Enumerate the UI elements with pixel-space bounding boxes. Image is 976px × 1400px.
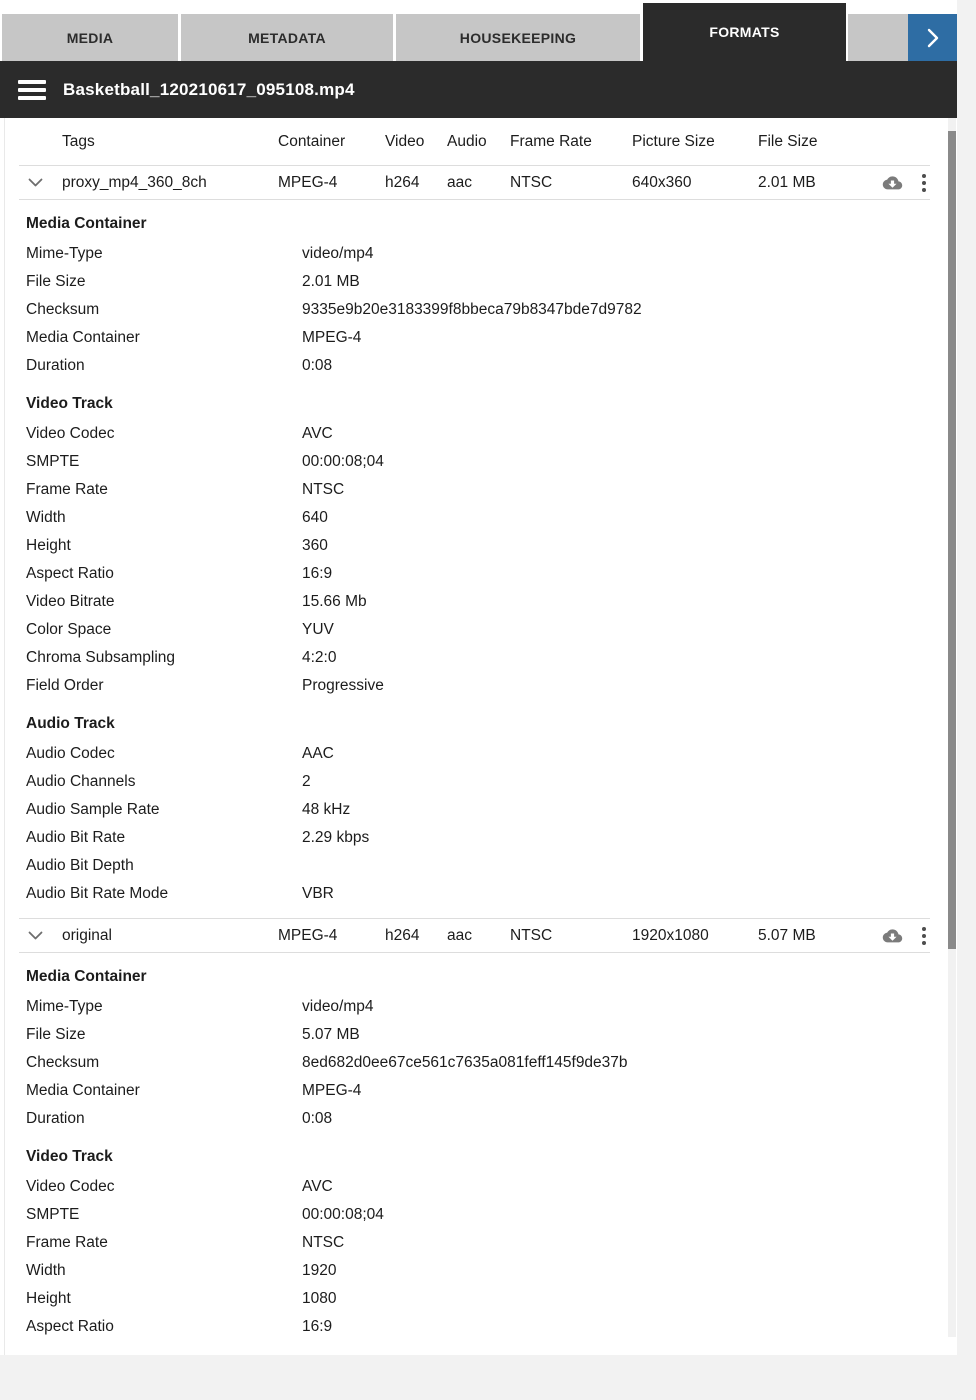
- detail-section: [26, 713, 957, 908]
- detail-section: [26, 213, 957, 380]
- format-tag: proxy_mp4_360_8ch: [62, 173, 207, 191]
- detail-field-label: Audio Bit Rate: [26, 829, 126, 846]
- detail-field-label: Audio Sample Rate: [26, 801, 160, 818]
- detail-field-row: [26, 796, 957, 824]
- detail-field-label: Width: [26, 1262, 66, 1279]
- detail-field-list: [26, 1173, 957, 1341]
- detail-field-row: [26, 1201, 957, 1229]
- chevron-down-icon[interactable]: [28, 178, 43, 187]
- detail-field-label: File Size: [26, 273, 86, 290]
- detail-field-label: Height: [26, 537, 71, 554]
- detail-field-row: [26, 740, 957, 768]
- kebab-menu-icon[interactable]: [920, 173, 928, 193]
- chevron-right-icon: [927, 28, 939, 48]
- detail-field-list: [26, 740, 957, 908]
- detail-field-label: Mime-Type: [26, 245, 103, 262]
- detail-field-row: [26, 616, 957, 644]
- detail-field-value: 00:00:08;04: [302, 453, 384, 470]
- detail-field-value: VBR: [302, 885, 334, 902]
- detail-field-label: Aspect Ratio: [26, 565, 114, 582]
- column-header-file-size: File Size: [758, 132, 818, 150]
- detail-field-list: [26, 993, 957, 1133]
- detail-field-value: 0:08: [302, 357, 333, 374]
- formats-table-header: [19, 118, 930, 165]
- detail-field-value: 1080: [302, 1290, 337, 1307]
- detail-field-row: [26, 268, 957, 296]
- detail-field-label: SMPTE: [26, 1206, 80, 1223]
- detail-field-value: AAC: [302, 745, 334, 762]
- format-tag: original: [62, 926, 112, 944]
- detail-field-value: AVC: [302, 425, 333, 442]
- detail-field-value: AVC: [302, 1178, 333, 1195]
- tab-bar: [0, 0, 957, 61]
- format-audio-codec: aac: [447, 926, 472, 944]
- detail-field-label: Chroma Subsampling: [26, 649, 176, 666]
- detail-field-row: [26, 504, 957, 532]
- detail-field-row: [26, 1257, 957, 1285]
- detail-field-row: [26, 420, 957, 448]
- tab-partial[interactable]: [848, 14, 908, 61]
- cloud-download-icon[interactable]: [881, 174, 904, 191]
- detail-field-value: 5.07 MB: [302, 1026, 360, 1043]
- hamburger-icon[interactable]: [18, 80, 46, 100]
- detail-field-value: 00:00:08;04: [302, 1206, 384, 1223]
- detail-field-label: Media Container: [26, 1082, 140, 1099]
- detail-section: [26, 966, 957, 1133]
- detail-field-row: [26, 324, 957, 352]
- format-file-size: 5.07 MB: [758, 926, 816, 944]
- cloud-download-icon[interactable]: [881, 927, 904, 944]
- detail-field-value: video/mp4: [302, 245, 374, 262]
- format-video-codec: h264: [385, 173, 420, 191]
- detail-section-title: Media Container: [26, 968, 147, 985]
- formats-panel: [0, 118, 957, 1355]
- format-picture-size: 640x360: [632, 173, 692, 191]
- detail-field-row: [26, 560, 957, 588]
- format-block: [0, 165, 957, 918]
- detail-field-value: video/mp4: [302, 998, 374, 1015]
- column-header-picture-size: Picture Size: [632, 132, 715, 150]
- detail-field-label: Video Codec: [26, 1178, 115, 1195]
- detail-field-row: [26, 993, 957, 1021]
- detail-field-label: Media Container: [26, 329, 140, 346]
- chevron-down-icon[interactable]: [28, 931, 43, 940]
- detail-field-label: Frame Rate: [26, 481, 108, 498]
- format-details: [0, 213, 957, 918]
- format-container: MPEG-4: [278, 926, 338, 944]
- detail-field-value: 640: [302, 509, 328, 526]
- detail-field-label: Video Codec: [26, 425, 115, 442]
- asset-filename: Basketball_120210617_095108.mp4: [63, 79, 355, 99]
- detail-field-value: 9335e9b20e3183399f8bbeca79b8347bde7d9782: [302, 301, 642, 318]
- detail-field-value: 0:08: [302, 1110, 333, 1127]
- tab-scroll-next-button[interactable]: [908, 14, 957, 61]
- kebab-menu-icon[interactable]: [920, 926, 928, 946]
- detail-field-label: Audio Codec: [26, 745, 115, 762]
- detail-field-value: NTSC: [302, 481, 345, 498]
- detail-field-label: Video Bitrate: [26, 593, 115, 610]
- format-picture-size: 1920x1080: [632, 926, 709, 944]
- detail-field-label: Field Order: [26, 677, 104, 694]
- format-details: [0, 966, 957, 1355]
- detail-field-row: [26, 768, 957, 796]
- detail-field-value: Progressive: [302, 677, 384, 694]
- detail-field-row: [26, 824, 957, 852]
- column-header-tags: Tags: [62, 132, 95, 150]
- detail-field-list: [26, 420, 957, 700]
- detail-field-value: 8ed682d0ee67ce561c7635a081feff145f9de37b: [302, 1054, 628, 1071]
- detail-field-value: YUV: [302, 621, 334, 638]
- detail-field-value: NTSC: [302, 1234, 345, 1251]
- detail-field-row: [26, 1173, 957, 1201]
- format-video-codec: h264: [385, 926, 420, 944]
- detail-field-label: Aspect Ratio: [26, 1318, 114, 1335]
- detail-field-value: 4:2:0: [302, 649, 337, 666]
- detail-field-value: 48 kHz: [302, 801, 351, 818]
- detail-field-row: [26, 1049, 957, 1077]
- detail-field-value: 1920: [302, 1262, 337, 1279]
- detail-field-row: [26, 1285, 957, 1313]
- format-row[interactable]: [19, 918, 930, 953]
- detail-field-label: Audio Bit Rate Mode: [26, 885, 169, 902]
- format-frame-rate: NTSC: [510, 926, 553, 944]
- detail-section-title: Video Track: [26, 1148, 113, 1165]
- tab-housekeeping[interactable]: HOUSEKEEPING: [396, 14, 640, 61]
- detail-field-value: 16:9: [302, 1318, 333, 1335]
- panel-left-rule: [4, 118, 5, 1355]
- format-frame-rate: NTSC: [510, 173, 553, 191]
- detail-field-value: 2.01 MB: [302, 273, 360, 290]
- format-row[interactable]: [19, 165, 930, 200]
- detail-field-row: [26, 448, 957, 476]
- detail-field-value: MPEG-4: [302, 1082, 362, 1099]
- detail-field-label: Height: [26, 1290, 71, 1307]
- detail-field-label: Width: [26, 509, 66, 526]
- column-header-frame-rate: Frame Rate: [510, 132, 592, 150]
- detail-field-row: [26, 672, 957, 700]
- detail-field-row: [26, 1105, 957, 1133]
- format-file-size: 2.01 MB: [758, 173, 816, 191]
- detail-field-label: Mime-Type: [26, 998, 103, 1015]
- detail-field-row: [26, 296, 957, 324]
- detail-field-row: [26, 1229, 957, 1257]
- detail-field-value: 16:9: [302, 565, 333, 582]
- formats-list: [0, 165, 957, 1355]
- tab-media[interactable]: MEDIA: [2, 14, 178, 61]
- format-block: [0, 918, 957, 1355]
- tab-metadata[interactable]: METADATA: [181, 14, 393, 61]
- detail-field-row: [26, 1021, 957, 1049]
- detail-field-row: [26, 852, 957, 880]
- detail-field-row: [26, 1313, 957, 1341]
- detail-field-value: MPEG-4: [302, 329, 362, 346]
- detail-field-value: 2: [302, 773, 311, 790]
- title-bar: [0, 61, 957, 118]
- detail-field-row: [26, 1077, 957, 1105]
- detail-field-row: [26, 532, 957, 560]
- detail-section: [26, 393, 957, 700]
- detail-field-label: Color Space: [26, 621, 112, 638]
- vertical-scrollbar-track[interactable]: [948, 118, 956, 1337]
- detail-field-value: 15.66 Mb: [302, 593, 367, 610]
- detail-field-row: [26, 352, 957, 380]
- vertical-scrollbar-thumb[interactable]: [948, 131, 956, 949]
- detail-field-label: File Size: [26, 1026, 86, 1043]
- detail-field-label: SMPTE: [26, 453, 80, 470]
- detail-field-label: Audio Bit Depth: [26, 857, 134, 874]
- detail-section-title: Media Container: [26, 215, 147, 232]
- column-header-video: Video: [385, 132, 425, 150]
- detail-field-row: [26, 240, 957, 268]
- detail-field-label: Checksum: [26, 1054, 100, 1071]
- detail-field-label: Frame Rate: [26, 1234, 108, 1251]
- format-audio-codec: aac: [447, 173, 472, 191]
- detail-section: [26, 1146, 957, 1341]
- detail-field-label: Duration: [26, 1110, 85, 1127]
- column-header-container: Container: [278, 132, 346, 150]
- tab-formats[interactable]: FORMATS: [643, 3, 846, 61]
- detail-field-label: Duration: [26, 357, 85, 374]
- detail-field-list: [26, 240, 957, 380]
- format-container: MPEG-4: [278, 173, 338, 191]
- detail-field-row: [26, 880, 957, 908]
- detail-field-row: [26, 644, 957, 672]
- column-header-audio: Audio: [447, 132, 487, 150]
- detail-field-row: [26, 588, 957, 616]
- detail-section-title: Audio Track: [26, 715, 115, 732]
- detail-field-row: [26, 476, 957, 504]
- detail-field-value: 360: [302, 537, 328, 554]
- detail-field-label: Audio Channels: [26, 773, 136, 790]
- detail-field-value: 2.29 kbps: [302, 829, 370, 846]
- detail-section-title: Video Track: [26, 395, 113, 412]
- detail-field-label: Checksum: [26, 301, 100, 318]
